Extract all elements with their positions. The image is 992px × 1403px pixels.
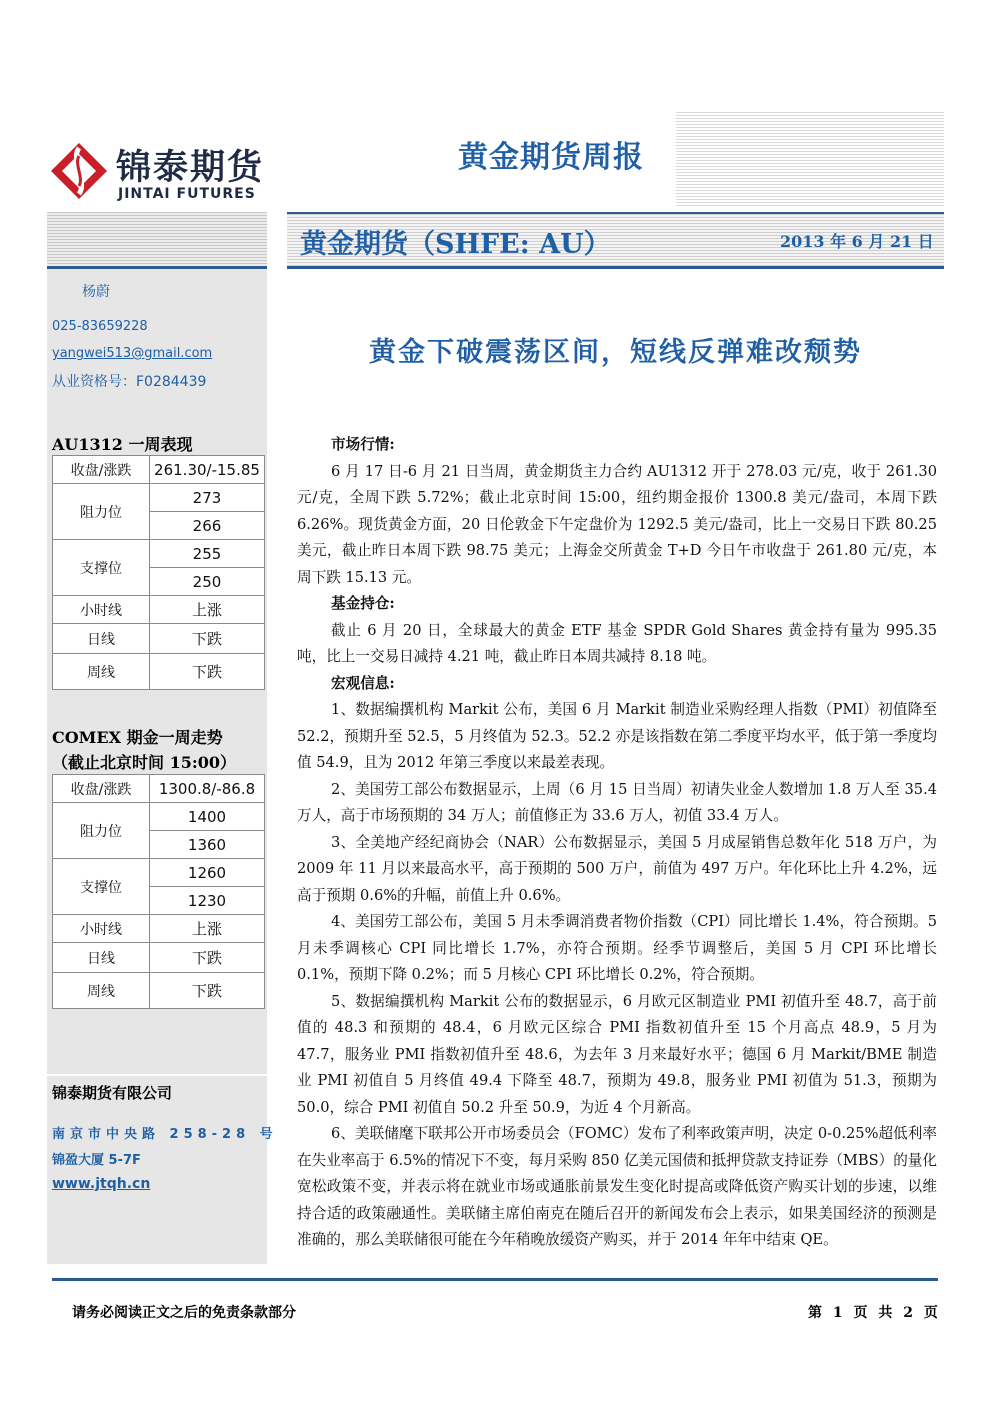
table-row: 周线 下跌: [53, 654, 265, 690]
table-row: 小时线 上涨: [53, 596, 265, 624]
band-rule-bottom: [287, 266, 944, 269]
table-row: 支撑位 1260: [53, 859, 265, 887]
table-row: 1360: [53, 831, 265, 859]
footer-disclaimer: 请务必阅读正文之后的免责条款部分: [72, 1305, 296, 1321]
headline: 黄金下破震荡区间，短线反弹难改颓势: [369, 337, 862, 368]
paragraph: 5、数据编撰机构 Markit 公布的数据显示，6 月欧元区制造业 PMI 初值升至 48.7，高于前值的 48.3 和预期的 48.4，6 月欧元区综合 PMI 指数初值升至 15 个月高点 48.9，5 月为 47.7，服务业 PMI 指数初值升至 48.6，为去年 3 月来最好水平；德国 6 月 Markit/BME 制造业 PMI 初值自 5 月终值 49.4 下降至 48.7，预期为 49.8，服务业 PMI 初值为 51.3，预期为 50.0，综合 PMI 初值自 50.2 升至 50.9，为近 4 个月新高。: [297, 992, 937, 1116]
paragraph: 1、数据编撰机构 Markit 公布，美国 6 月 Markit 制造业采购经理人指数（PMI）初值降至 52.2，预期升至 52.5，5 月终值为 52.3。52.2 亦是该指数在第二季度平均水平，低于第一季度均值 54.9，且为 2012 年第三季度以来最差表现。: [297, 701, 937, 771]
analyst-phone: 025-83659228: [52, 319, 148, 334]
table-row: 日线 下跌: [53, 943, 265, 973]
table-row: 266: [53, 512, 265, 540]
table-row: 支撑位 255: [53, 540, 265, 568]
section-heading: 基金持仓:: [331, 595, 395, 612]
au-week-title: AU1312 一周表现: [52, 435, 193, 454]
company-address-line1: 南京市中央路 258-28 号: [52, 1127, 278, 1142]
report-date: 2013 年 6 月 21 日: [780, 232, 934, 251]
section-heading: 市场行情:: [331, 436, 395, 453]
table-row: 小时线 上涨: [53, 915, 265, 943]
analyst-name: 杨蔚: [82, 284, 110, 300]
report-title: 黄金期货周报: [458, 140, 644, 175]
comex-week-subtitle: （截止北京时间 15:00）: [52, 753, 237, 772]
sidebar-header-band: [47, 212, 267, 266]
analyst-license: 从业资格号：F0284439: [52, 374, 207, 390]
company-website-link[interactable]: www.jtqh.cn: [52, 1176, 151, 1192]
sidebar-divider: [47, 266, 267, 269]
table-row: 250: [53, 568, 265, 596]
table-row: 阻力位 1400: [53, 803, 265, 831]
paragraph: 6 月 17 日-6 月 21 日当周，黄金期货主力合约 AU1312 开于 278.03 元/克，收于 261.30 元/克，全周下跌 5.72%；截止北京时间 15:00，纽约期金报价 1300.8 美元/盎司，本周下跌 6.26%。现货黄金方面，20 日伦敦金下午定盘价为 1292.5 美元/盎司，比上一交易日下跌 80.25 美元，截止昨日本周下跌 98.75 美元；上海金交所黄金 T+D 今日午市收盘于 261.80 元/克，本周下跌 15.13 元。: [297, 462, 937, 586]
footer-rule: [52, 1278, 938, 1281]
paragraph: 3、全美地产经纪商协会（NAR）公布数据显示，美国 5 月成屋销售总数年化 518 万户，为 2009 年 11 月以来最高水平，高于预期的 500 万户，前值为 497 万户。年化环比上升 4.2%，远高于预期 0.6%的升幅，前值上升 0.6%。: [297, 833, 937, 904]
analyst-email[interactable]: yangwei513@gmail.com: [52, 346, 213, 361]
page-number: 第 1 页 共 2 页: [808, 1305, 941, 1321]
section-heading: 宏观信息:: [331, 674, 395, 692]
paragraph: 6、美联储麾下联邦公开市场委员会（FOMC）发布了利率政策声明，决定 0-0.25%超低利率在失业率高于 6.5%的情况下不变，每月采购 850 亿美元国债和抵押贷款支持证券（MBS）的量化宽松政策不变，并表示将在就业市场或通胀前景发生变化时提高或降低资产购买计划的步速，以维持合适的政策融通性。美联储主席伯南克在随后召开的新闻发布会上表示，如果美国经济的预测是准确的，那么美联储很可能在今年稍晚放缓资产购买，并于 2014 年年中结束 QE。: [297, 1125, 937, 1248]
table-row: 阻力位 273: [53, 484, 265, 512]
company-name: 锦泰期货有限公司: [52, 1084, 173, 1102]
table-row: 收盘/涨跌 261.30/-15.85: [53, 456, 265, 484]
comex-week-title: COMEX 期金一周走势: [52, 728, 223, 747]
table-row: 收盘/涨跌 1300.8/-86.8: [53, 775, 265, 803]
paragraph: 4、美国劳工部公布，美国 5 月未季调消费者物价指数（CPI）同比增长 1.4%，符合预期。5 月未季调核心 CPI 同比增长 1.7%，亦符合预期。经季节调整后，美国 5 月 CPI 环比增长 0.1%，预期下降 0.2%；而 5 月核心 CPI 环比增长 0.2%，符合预期。: [297, 913, 937, 983]
product-title: 黄金期货（SHFE: AU）: [300, 229, 611, 260]
au-week-table: [52, 455, 265, 690]
paragraph: 截止 6 月 20 日，全球最大的黄金 ETF 基金 SPDR Gold Shares 黄金持有量为 995.35 吨，比上一交易日减持 4.21 吨，截止昨日本周共减持 8.18 吨。: [297, 621, 937, 665]
comex-week-table: [52, 774, 265, 1009]
logo-icon: [50, 142, 108, 200]
article-body: [297, 432, 937, 1254]
table-row: 日线 下跌: [53, 624, 265, 654]
brand-name-en: JINTAI FUTURES: [118, 186, 256, 202]
brand-name-cn: 锦泰期货: [116, 148, 265, 188]
header-stripes: [676, 112, 944, 207]
sidebar-separator: [47, 1074, 267, 1076]
table-row: 周线 下跌: [53, 973, 265, 1009]
table-row: 1230: [53, 887, 265, 915]
company-address-line2: 锦盈大厦 5-7F: [52, 1153, 141, 1168]
paragraph: 2、美国劳工部公布数据显示，上周（6 月 15 日当周）初请失业金人数增加 1.8 万人至 35.4 万人，高于市场预期的 34 万人；前值修正为 33.6 万人，初值 33.4 万人。: [297, 780, 937, 824]
